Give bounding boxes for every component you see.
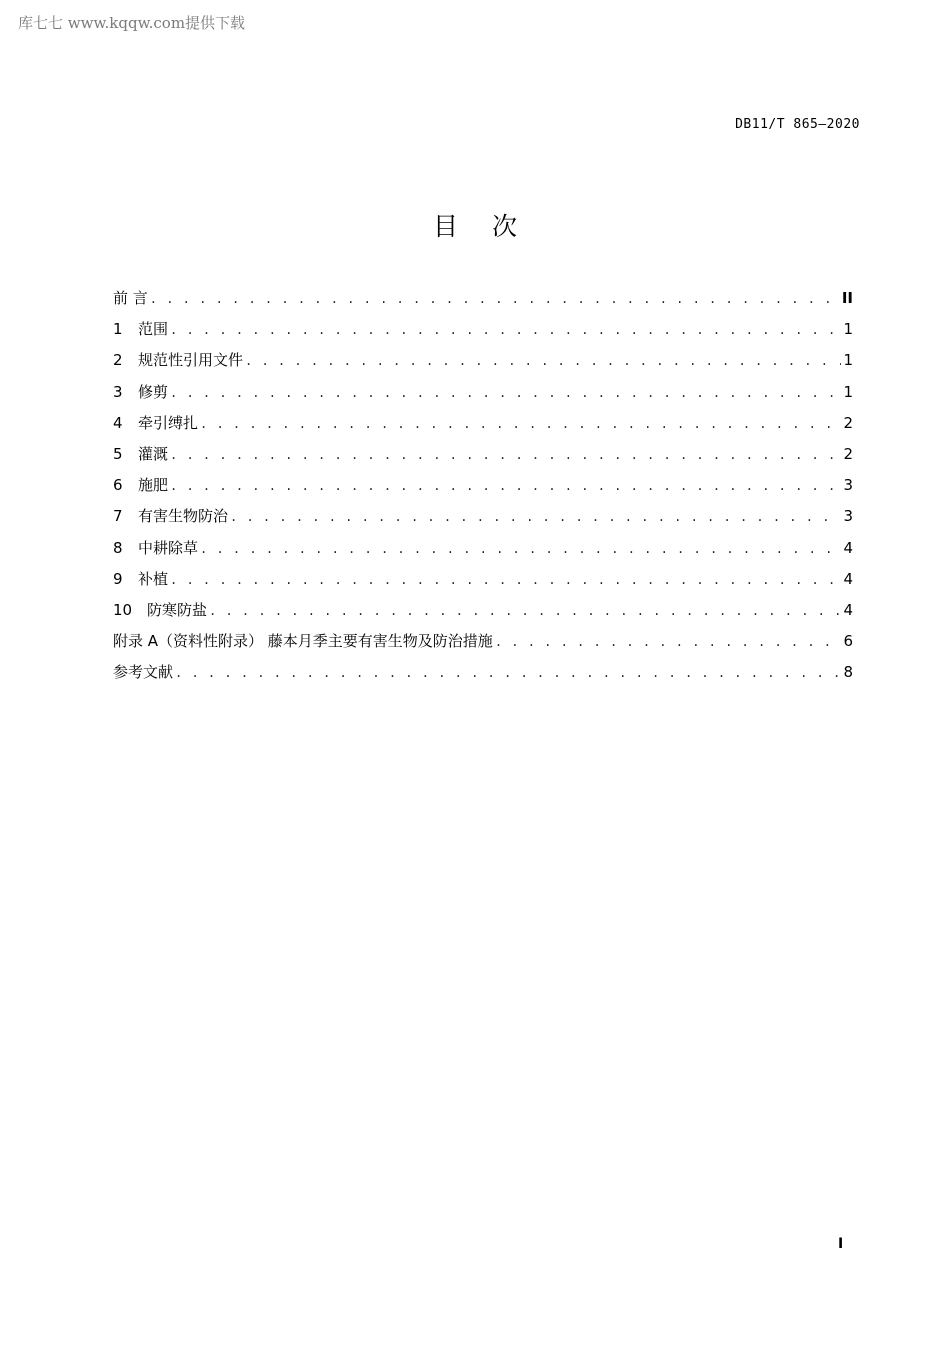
toc-entry[interactable] [113, 595, 853, 626]
toc-title: 目次 [432, 212, 551, 241]
toc-entry-number: 6 [113, 476, 123, 495]
toc-dot-leader [230, 502, 841, 533]
toc-entry-text: 规范性引用文件 [138, 351, 244, 370]
toc-entry-label [113, 595, 207, 626]
toc-entry-label [113, 533, 198, 564]
toc-entry-text: 防寒防盐 [147, 600, 208, 619]
toc-entry-page: 1 [843, 351, 853, 370]
toc-dot-leader [170, 471, 841, 502]
toc-dot-leader [150, 284, 840, 315]
toc-entry-text: 中耕除草 [138, 538, 199, 557]
toc-dot-leader [170, 315, 841, 346]
toc-entry-number: 10 [113, 600, 133, 619]
toc-entry-label [113, 626, 493, 657]
toc-entry[interactable] [113, 377, 853, 408]
toc-dot-leader [200, 534, 841, 565]
watermark: 库七七 www.kqqw.com提供下载 [18, 14, 246, 32]
toc-entry-number: 4 [113, 413, 123, 432]
toc-entry[interactable] [113, 439, 853, 470]
toc-entry-number: 8 [113, 538, 123, 557]
toc-entry-number: 9 [113, 569, 123, 588]
toc-entry-number: 1 [113, 320, 123, 339]
toc-entry-text: 牵引缚扎 [138, 413, 199, 432]
toc-entry[interactable] [113, 314, 853, 345]
toc-entry-page: II [841, 289, 853, 307]
toc-entry[interactable] [113, 626, 853, 657]
toc-entry-label [113, 564, 168, 595]
toc-entry[interactable] [113, 408, 853, 439]
toc-entry-text: 参考文献 [113, 663, 174, 682]
toc-dot-leader [245, 346, 841, 377]
table-of-contents [113, 283, 853, 688]
toc-entry-page: 2 [843, 444, 853, 463]
toc-entry-label [113, 283, 148, 314]
toc-entry[interactable] [113, 533, 853, 564]
toc-dot-leader [170, 378, 841, 409]
toc-entry-number: 5 [113, 444, 123, 463]
toc-entry[interactable] [113, 657, 853, 688]
toc-entry-page: 8 [843, 663, 853, 682]
toc-entry[interactable] [113, 283, 853, 314]
toc-entry-page: 3 [843, 476, 853, 495]
toc-entry-page: 3 [843, 507, 853, 526]
toc-entry-number: 3 [113, 382, 123, 401]
toc-entry-label [113, 657, 173, 688]
toc-entry-text: 施肥 [138, 476, 169, 495]
toc-entry-page: 4 [843, 569, 853, 588]
page-number: I [838, 1236, 844, 1252]
toc-entry-label [113, 501, 228, 532]
toc-entry-page: 6 [843, 632, 853, 651]
toc-entry-text: 附录 A（资料性附录） 藤本月季主要有害生物及防治措施 [113, 632, 493, 651]
toc-entry-label [113, 470, 168, 501]
toc-entry-text: 范围 [138, 320, 169, 339]
toc-dot-leader [200, 409, 841, 440]
toc-entry-page: 4 [843, 600, 853, 619]
toc-entry-text: 灌溉 [138, 444, 169, 463]
toc-entry-number: 7 [113, 507, 123, 526]
toc-entry-text: 补植 [138, 569, 169, 588]
toc-entry-label [113, 439, 168, 470]
toc-entry-label [113, 408, 198, 439]
toc-entry-text: 前 言 [113, 289, 148, 307]
toc-dot-leader [495, 627, 841, 658]
toc-entry[interactable] [113, 564, 853, 595]
toc-entry-page: 1 [843, 320, 853, 339]
toc-entry-label [113, 314, 168, 345]
toc-entry-label [113, 345, 243, 376]
toc-entry[interactable] [113, 345, 853, 376]
toc-entry-page: 2 [843, 413, 853, 432]
document-code: DB11/T 865—2020 [735, 117, 860, 132]
toc-dot-leader [170, 440, 841, 471]
toc-entry-text: 修剪 [138, 382, 169, 401]
toc-dot-leader [170, 565, 841, 596]
toc-entry-text: 有害生物防治 [138, 507, 229, 526]
toc-entry[interactable] [113, 501, 853, 532]
toc-entry-page: 4 [843, 538, 853, 557]
toc-entry-page: 1 [843, 382, 853, 401]
toc-entry[interactable] [113, 470, 853, 501]
toc-dot-leader [209, 596, 841, 627]
toc-entry-label [113, 377, 168, 408]
toc-dot-leader [175, 658, 841, 689]
toc-entry-number: 2 [113, 351, 123, 370]
